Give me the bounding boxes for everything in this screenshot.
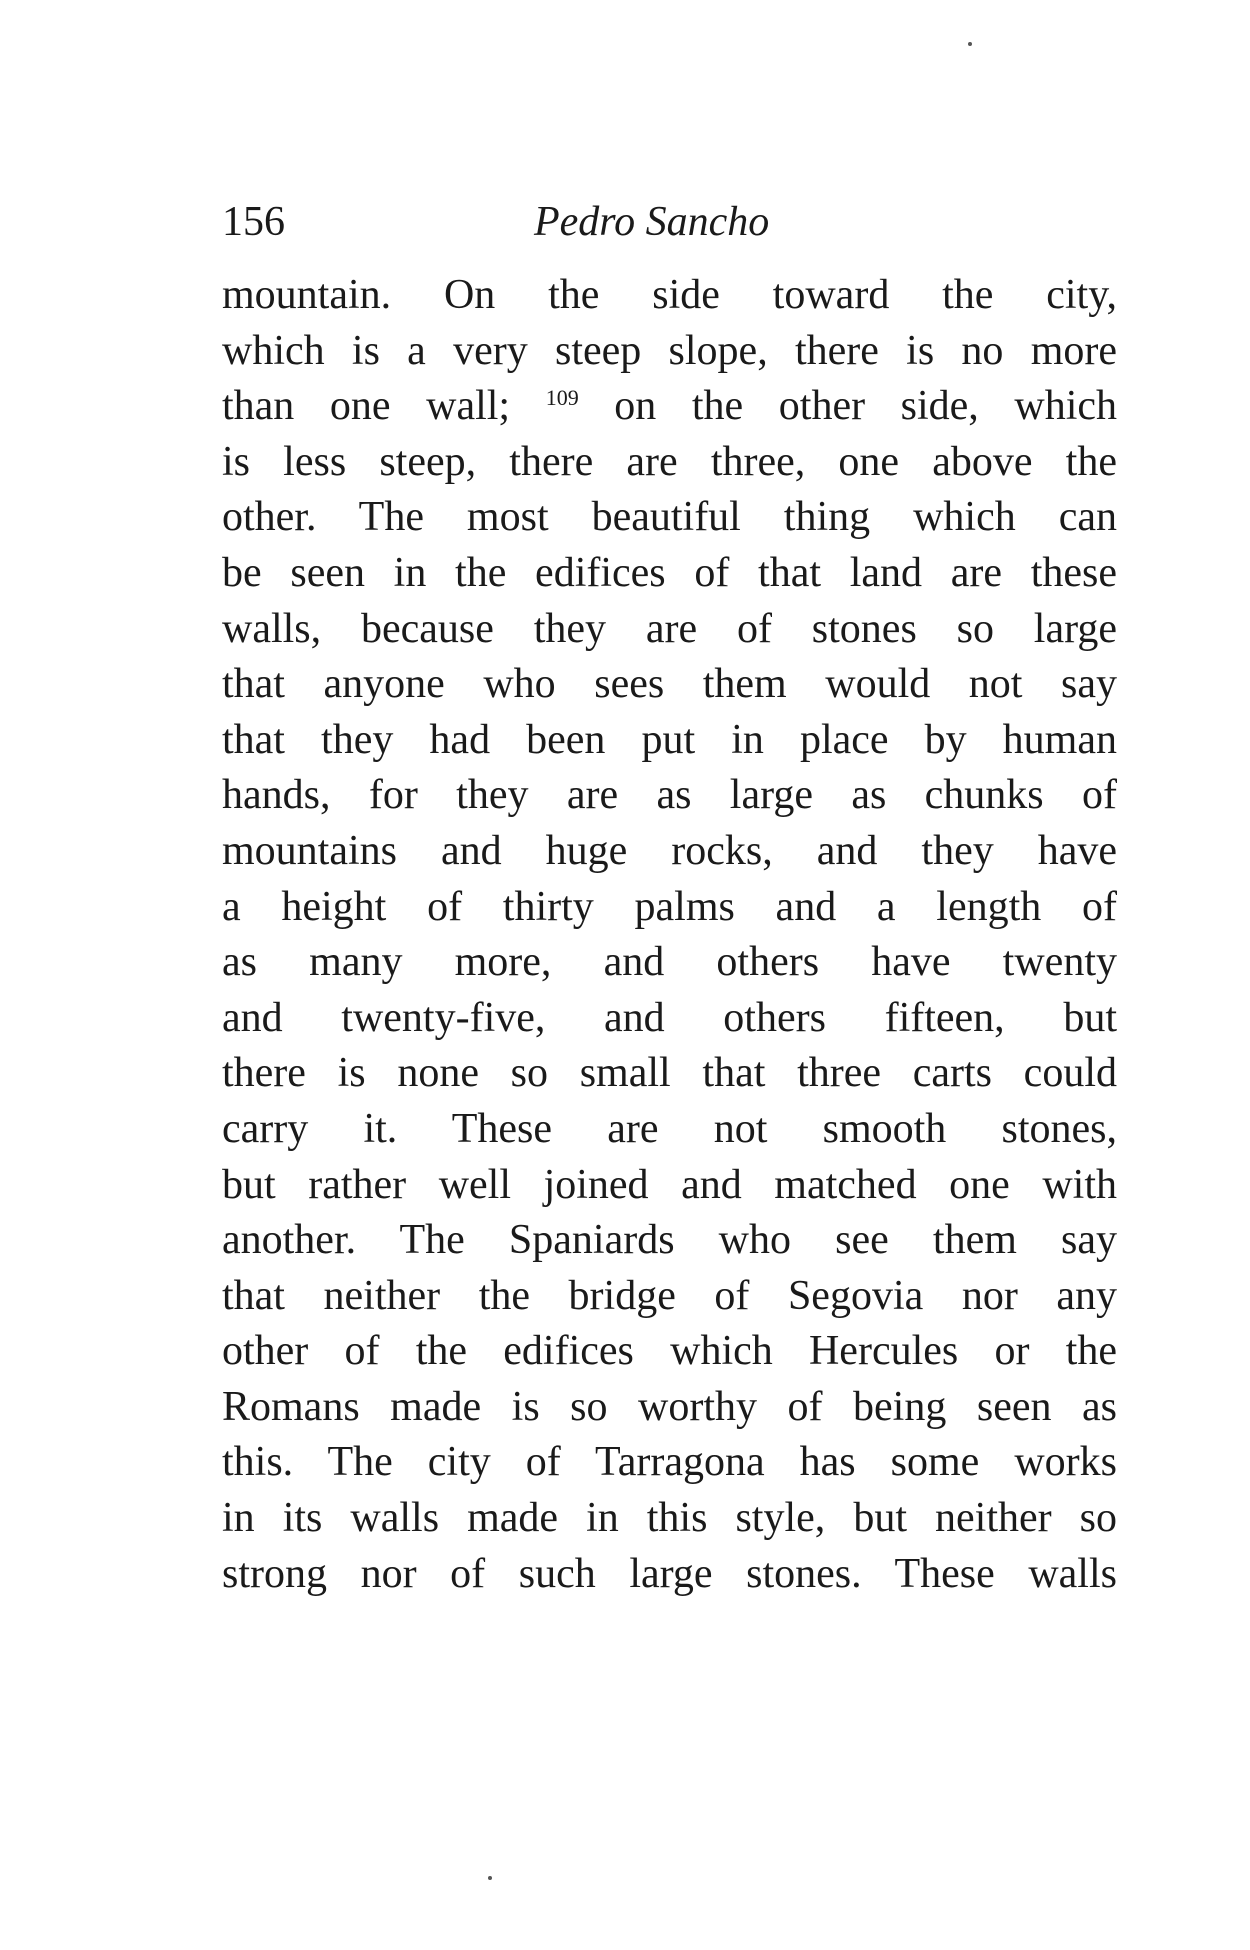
text-line: that they had been put in place by human xyxy=(222,716,1117,763)
text-line: mountains and huge rocks, and they have xyxy=(222,827,1117,874)
text-line: hands, for they are as large as chunks of xyxy=(222,772,1117,819)
text-line: walls, because they are of stones so large xyxy=(222,605,1117,652)
footnote-ref: 109 xyxy=(545,385,579,411)
text-line: is less steep, there are three, one above the xyxy=(222,438,1117,485)
text-line: that anyone who sees them would not say xyxy=(222,661,1117,708)
running-head xyxy=(222,192,1117,252)
line-text: than one wall; xyxy=(222,383,511,430)
line-text-continued: on the other side, which xyxy=(614,383,1117,430)
text-line: mountain. On the side toward the city, xyxy=(222,272,1117,318)
text-line: in its walls made in this style, but neither so xyxy=(222,1495,1117,1542)
text-line: other. The most beautiful thing which can xyxy=(222,494,1117,541)
text-line: be seen in the edifices of that land are these xyxy=(222,549,1117,596)
text-line: and twenty-five, and others fifteen, but xyxy=(222,994,1117,1041)
text-line: there is none so small that three carts could xyxy=(222,1050,1117,1097)
text-line: other of the edifices which Hercules or the xyxy=(222,1328,1117,1375)
text-line: which is a very steep slope, there is no more xyxy=(222,327,1117,374)
body-text xyxy=(222,268,1117,1602)
text-line: a height of thirty palms and a length of xyxy=(222,883,1117,930)
text-line: another. The Spaniards who see them say xyxy=(222,1217,1117,1264)
text-line: Romans made is so worthy of being seen as xyxy=(222,1383,1117,1430)
text-line: strong nor of such large stones. These walls xyxy=(222,1550,1117,1597)
text-line: carry it. These are not smooth stones, xyxy=(222,1105,1117,1152)
text-line: that neither the bridge of Segovia nor any xyxy=(222,1272,1117,1319)
text-line xyxy=(222,379,1117,435)
scan-speck xyxy=(968,42,972,46)
running-title: Pedro Sancho xyxy=(534,199,770,245)
page-number: 156 xyxy=(222,199,285,245)
scan-speck xyxy=(488,1876,492,1880)
text-line: as many more, and others have twenty xyxy=(222,939,1117,986)
text-line: but rather well joined and matched one with xyxy=(222,1161,1117,1208)
text-line: this. The city of Tarragona has some works xyxy=(222,1439,1117,1486)
